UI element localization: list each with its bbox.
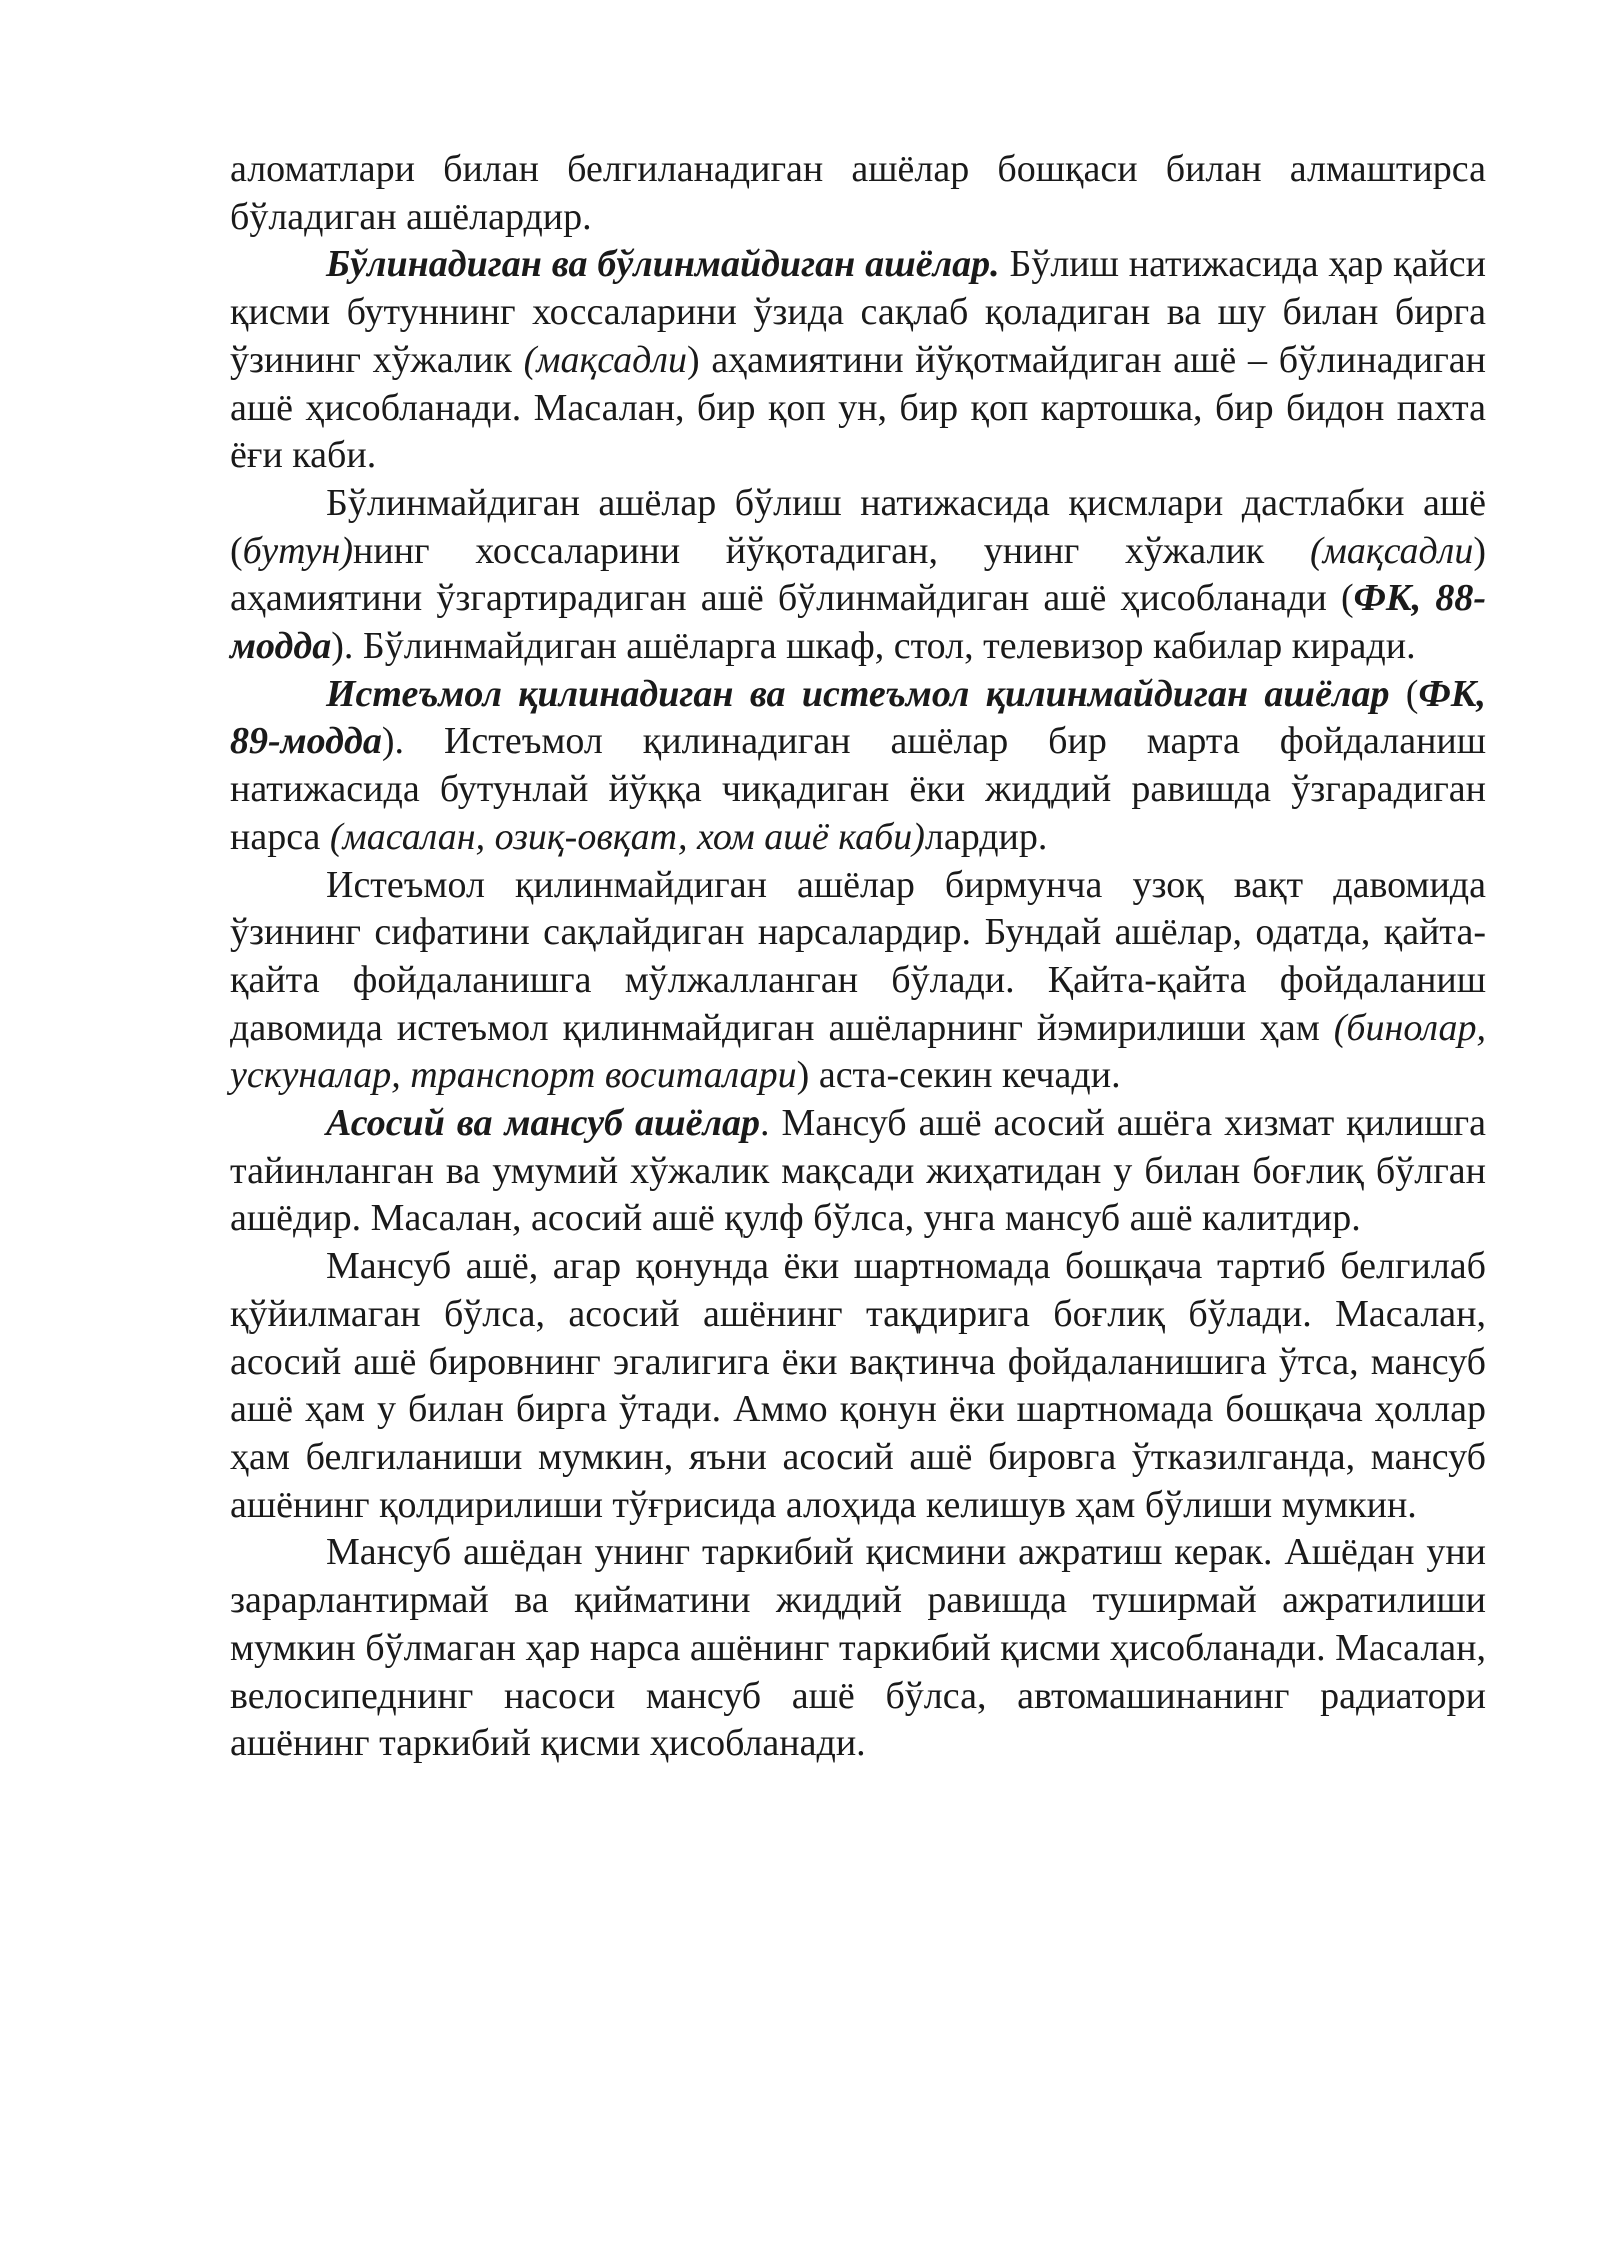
paragraph-8-text-1: Мансуб ашёдан унинг таркибий қисмини ажратиш керак. Ашёдан уни зарарлантирмай ва қийматини жиддий равишда туширмай ажратилиши мумкин бўлмаган ҳар нарса ашёнинг таркибий қисми ҳисобланади. Масалан, велосипеднинг насоси мансуб ашё бўлса, автомашинанинг радиатори ашёнинг таркибий қисми ҳисобланади.: [230, 1531, 1486, 1765]
paragraph-3-text-3: ) аҳамиятини ўзгартирадиган ашё бўлинмайдиган ашё ҳисобланади (: [230, 529, 1486, 620]
paragraph-1-text-1: аломатлари билан белгиланадиган ашёлар бошқаси билан алмаштирса бўладиган ашёлардир.: [230, 148, 1486, 238]
paragraph-7-text-1: Мансуб ашё, агар қонунда ёки шартномада бошқача тартиб белгилаб қўйилмаган бўлса, асосий ашёнинг тақдирига боғлиқ бўлади. Масалан, асосий ашё бировнинг эгалигига ёки вақтинча фойдаланишига ўтса, мансуб ашё ҳам у билан бирга ўтади. Аммо қонун ёки шартномада бошқача ҳоллар ҳам белгиланиши мумкин, яъни асосий ашё бировга ўтказилганда, мансуб ашёнинг қолдирилиши тўғрисида алоҳида келишув ҳам бўлиши мумкин.: [230, 1245, 1486, 1526]
heading-principal-accessory-things: Асосий ва мансуб ашёлар: [326, 1102, 760, 1145]
paragraph-4: [230, 671, 1486, 862]
paragraph-1: [230, 146, 1486, 241]
paragraph-5-text-2: ) аста-секин кечади.: [796, 1054, 1121, 1097]
article-reference-89: ФК, 89-модда: [230, 672, 1487, 763]
document-page: [230, 146, 1486, 1768]
paragraph-4-italic-1: (масалан, озиқ-овқат, хом ашё каби): [329, 815, 925, 858]
paragraph-2: [230, 241, 1486, 480]
paragraph-5-text-1: Истеъмол қилинмайдиган ашёлар бирмунча узоқ вақт давомида ўзининг сифатини сақлайдиган нарсалардир. Бундай ашёлар, одатда, қайта-қайта фойдаланишга мўлжалланган бўлади. Қайта-қайта фойдаланиш давомида истеъмол қилинмайдиган ашёларнинг йэмирилиши ҳам: [230, 863, 1486, 1049]
paragraph-6: [230, 1100, 1486, 1243]
paragraph-3-italic-1: бутун): [242, 529, 354, 572]
paragraph-6-text-1: . Мансуб ашё асосий ашёга хизмат қилишга тайинланган ва умумий хўжалик мақсади жиҳатидан у билан боғлиқ бўлган ашёдир. Масалан, асосий ашё қулф бўлса, унга мансуб ашё калитдир.: [230, 1102, 1486, 1240]
paragraph-3-text-2: нинг хоссаларини йўқотадиган, унинг хўжалик: [353, 529, 1310, 572]
article-reference-88: ФК, 88-модда: [230, 577, 1486, 668]
paragraph-4-text-2: ). Истеъмол қилинадиган ашёлар бир марта фойдаланиш натижасида бутунлай йўққа чиқадиган ёки жиддий равишда ўзгарадиган нарса: [230, 720, 1486, 858]
paragraph-7: [230, 1243, 1486, 1529]
heading-consumable-things: Истеъмол қилинадиган ва истеъмол қилинмайдиган ашёлар: [326, 672, 1390, 715]
heading-divisible-things: Бўлинадиган ва бўлинмайдиган ашёлар.: [326, 243, 1000, 286]
paragraph-3-text-4: ). Бўлинмайдиган ашёларга шкаф, стол, телевизор кабилар киради.: [331, 625, 1416, 668]
paragraph-2-text-1: Бўлиш натижасида ҳар қайси қисми бутуннинг хоссаларини ўзида сақлаб қоладиган ва шу билан бирга ўзининг хўжалик: [230, 243, 1487, 381]
paragraph-5: [230, 862, 1486, 1101]
paragraph-3-text-1: Бўлинмайдиган ашёлар бўлиш натижасида қисмлари дастлабки ашё (: [230, 481, 1486, 572]
paragraph-2-text-2: ) аҳамиятини йўқотмайдиган ашё – бўлинадиган ашё ҳисобланади. Масалан, бир қоп ун, бир қоп картошка, бир бидон пахта ёғи каби.: [230, 338, 1487, 477]
paragraph-8: [230, 1529, 1486, 1768]
paragraph-4-text-3: лардир.: [924, 815, 1048, 858]
paragraph-4-text-1: (: [1389, 672, 1419, 715]
paragraph-2-italic-1: (мақсадли: [523, 338, 687, 381]
paragraph-5-italic-1: (бинолар, ускуналар, транспорт воситалари: [230, 1006, 1486, 1097]
paragraph-3-italic-2: (мақсадли: [1309, 529, 1474, 572]
paragraph-3: [230, 480, 1486, 671]
